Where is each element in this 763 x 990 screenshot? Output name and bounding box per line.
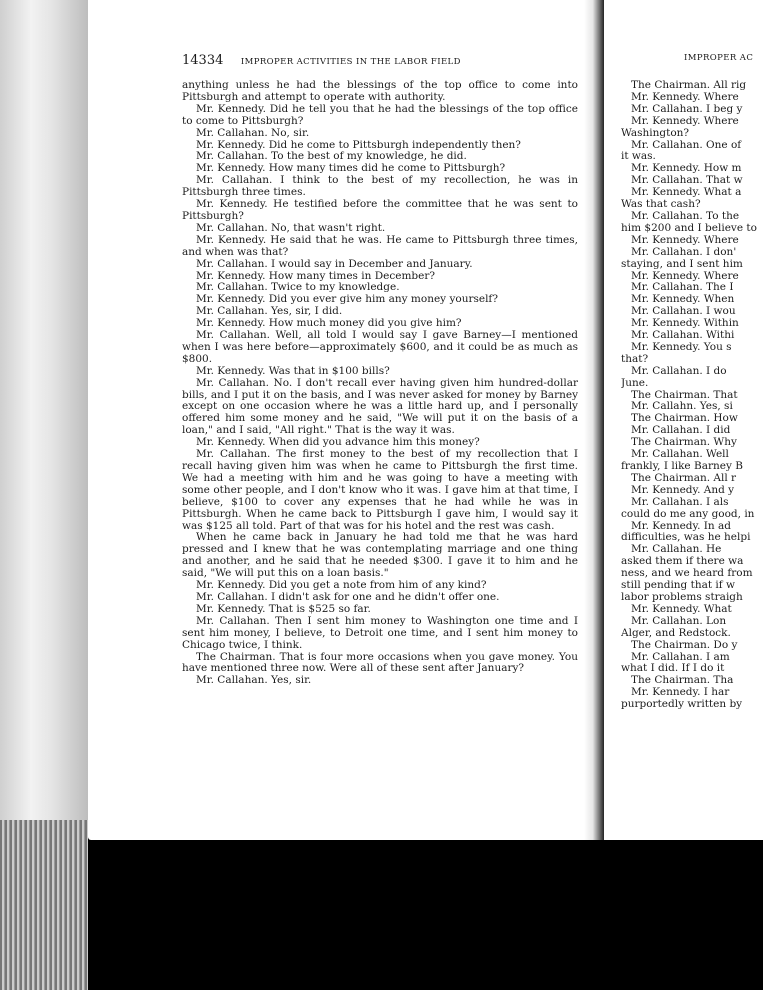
- transcript-line: The Chairman. All rig: [631, 80, 747, 91]
- transcript-line: Washington?: [621, 127, 690, 139]
- transcript-line: him $200 and I believe to: [621, 222, 757, 234]
- transcript-line: The Chairman. How: [631, 413, 738, 425]
- transcript-line: it was.: [621, 151, 656, 163]
- left-page-header: [182, 53, 582, 69]
- scan-left-margin: [0, 0, 88, 990]
- transcript-line: Mr. Callahan. To the: [631, 210, 740, 222]
- transcript-paragraph: Mr. Kennedy. How many times did he come to Pittsburgh?: [196, 162, 506, 175]
- transcript-paragraph: Mr. Callahan. No, that wasn't right.: [196, 221, 386, 234]
- transcript-line: Mr. Callahan. He: [631, 544, 722, 556]
- transcript-line: Mr. Callahan. I did: [631, 425, 731, 437]
- transcript-line: The Chairman. All r: [631, 472, 737, 484]
- transcript-paragraph: Mr. Callahan. Well, all told I would say I gave Barney—I mentioned when I was here before—approximately $600, and it could be as much as $800.: [182, 329, 578, 365]
- left-page-text: [182, 80, 578, 687]
- transcript-line: Mr. Callahan. I don': [631, 246, 737, 258]
- binding-edge: [0, 820, 88, 990]
- transcript-line: June.: [621, 377, 649, 389]
- transcript-line: Mr. Kennedy. What a: [631, 187, 742, 199]
- transcript-line: Mr. Callahan. I beg y: [631, 103, 743, 115]
- page-number: 14334: [182, 53, 224, 68]
- transcript-paragraph: Mr. Callahan. Yes, sir.: [196, 674, 312, 687]
- transcript-line: Mr. Kennedy. You s: [631, 341, 732, 353]
- transcript-line: Mr. Kennedy. Where: [631, 234, 739, 246]
- transcript-line: difficulties, was he helpi: [621, 532, 751, 544]
- transcript-line: frankly, I like Barney B: [621, 461, 743, 472]
- transcript-paragraph: Mr. Callahan. Then I sent him money to Washington one time and I sent him money, I believe, to Detroit one time, and I sent him money to Chicago twice, I think.: [182, 614, 578, 651]
- transcript-paragraph: Mr. Kennedy. Did you get a note from him of any kind?: [196, 579, 487, 592]
- transcript-line: Mr. Kennedy. And y: [631, 484, 735, 496]
- transcript-paragraph: Mr. Callahan. I would say in December and January.: [196, 257, 473, 270]
- transcript-line: Mr. Kennedy. In ad: [631, 520, 731, 532]
- transcript-line: Mr. Callahan. Withi: [631, 330, 735, 342]
- transcript-paragraph: anything unless he had the blessings of the top office to come into Pittsburgh and attempt to operate with authority.: [182, 79, 578, 103]
- transcript-paragraph: Mr. Callahan. To the best of my knowledge, he did.: [196, 150, 467, 163]
- transcript-line: Mr. Kennedy. Where: [631, 115, 739, 127]
- transcript-paragraph: Mr. Kennedy. He said that he was. He came to Pittsburgh three times, and when was that?: [182, 233, 578, 258]
- transcript-line: Mr. Kennedy. Where: [631, 270, 739, 282]
- right-page-text: [621, 80, 763, 711]
- running-title: IMPROPER ACTIVITIES IN THE LABOR FIELD: [240, 57, 461, 67]
- transcript-paragraph: Mr. Callahan. I didn't ask for one and he didn't offer one.: [196, 590, 500, 603]
- transcript-line: The Chairman. Do y: [631, 639, 738, 651]
- transcript-line: what I did. If I do it: [621, 663, 725, 675]
- book-gutter: [584, 0, 606, 840]
- transcript-paragraph: Mr. Kennedy. Did he tell you that he had the blessings of the top office to come to Pittsburgh?: [182, 102, 578, 127]
- transcript-paragraph: Mr. Kennedy. How much money did you give him?: [196, 317, 462, 330]
- transcript-paragraph: Mr. Callahan. No. I don't recall ever having given him hundred-dollar bills, and I put it on the basis, and I was never asked for money by Barney except on one occasion where he was a little hard up, and I personally offered him some money and he said, "We will put it on the basis of a loan," and I said, "All right." That is the way it was.: [182, 376, 578, 437]
- transcript-paragraph: Mr. Callahan. Twice to my knowledge.: [196, 281, 400, 294]
- transcript-line: Alger, and Redstock.: [621, 627, 731, 639]
- transcript-paragraph: Mr. Kennedy. That is $525 so far.: [196, 602, 371, 615]
- transcript-line: The Chairman. That: [631, 389, 738, 401]
- transcript-paragraph: Mr. Callahan. I think to the best of my recollection, he was in Pittsburgh three times.: [182, 174, 578, 199]
- transcript-line: The Chairman. Tha: [631, 675, 734, 687]
- transcript-line: could do me any good, in: [621, 508, 755, 520]
- transcript-paragraph: Mr. Kennedy. Did you ever give him any money yourself?: [196, 293, 498, 306]
- transcript-line: labor problems straigh: [621, 591, 743, 603]
- transcript-paragraph: Mr. Callahan. No, sir.: [196, 126, 310, 139]
- transcript-line: that?: [621, 353, 649, 365]
- transcript-line: Mr. Callahan. I wou: [631, 306, 736, 318]
- transcript-paragraph: Mr. Kennedy. Was that in $100 bills?: [196, 364, 390, 377]
- transcript-line: staying, and I sent him: [621, 258, 743, 270]
- transcript-paragraph: Mr. Kennedy. When did you advance him this money?: [196, 436, 480, 449]
- transcript-paragraph: Mr. Kennedy. He testified before the committee that he was sent to Pittsburgh?: [182, 198, 578, 222]
- transcript-paragraph: The Chairman. That is four more occasions when you gave money. You have mentioned three now. Were all of these sent after January?: [182, 650, 578, 675]
- transcript-paragraph: Mr. Callahan. The first money to the best of my recollection that I recall having given him was when he came to Pittsburgh the first time. We had a meeting with him and he was going to have a meeting with some other people, and I don't know who it was. I gave him at that time, I believe, $100 to cover any expenses that he had while he was in Pittsburgh. When he came back to Pittsburgh I gave him, I would say it was $125 all told. Part of that was for his hotel and the rest was cash.: [182, 448, 578, 532]
- transcript-line: Mr. Kennedy. What: [631, 603, 732, 615]
- transcript-paragraph: When he came back in January he had told me that he was hard pressed and I knew that he was contemplating marriage and one thing and another, and he said that he needed $300. I gave it to him and he said, "We will put this on a loan basis.": [182, 531, 578, 580]
- transcript-paragraph: Mr. Callahan. Yes, sir, I did.: [196, 305, 343, 318]
- transcript-paragraph: Mr. Kennedy. How many times in December?: [196, 269, 435, 282]
- transcript-line: Mr. Kennedy. I har: [631, 687, 730, 699]
- transcript-line: The Chairman. Why: [631, 437, 737, 449]
- transcript-line: Mr. Callahn. Yes, si: [631, 401, 733, 413]
- transcript-line: Was that cash?: [621, 199, 701, 211]
- transcript-line: Mr. Kennedy. Where: [631, 91, 739, 103]
- transcript-line: Mr. Callahan. I als: [631, 496, 729, 508]
- transcript-line: Mr. Callahan. I am: [631, 651, 730, 663]
- transcript-paragraph: Mr. Kennedy. Did he come to Pittsburgh independently then?: [196, 138, 521, 151]
- transcript-line: Mr. Kennedy. When: [631, 294, 735, 306]
- transcript-line: Mr. Kennedy. Within: [631, 318, 739, 330]
- transcript-line: Mr. Kennedy. How m: [631, 163, 742, 175]
- transcript-line: ness, and we heard from: [621, 568, 753, 580]
- transcript-line: Mr. Callahan. Lon: [631, 615, 727, 627]
- transcript-line: Mr. Callahan. That w: [631, 175, 743, 187]
- transcript-line: asked them if there wa: [621, 556, 744, 568]
- transcript-line: Mr. Callahan. The I: [631, 282, 734, 294]
- transcript-line: Mr. Callahan. One of: [631, 139, 742, 151]
- transcript-line: Mr. Callahan. I do: [631, 365, 727, 377]
- transcript-line: Mr. Callahan. Well: [631, 449, 729, 461]
- transcript-line: purportedly written by: [621, 699, 743, 711]
- right-page-header: IMPROPER AC: [684, 53, 754, 63]
- transcript-line: still pending that if w: [621, 580, 735, 592]
